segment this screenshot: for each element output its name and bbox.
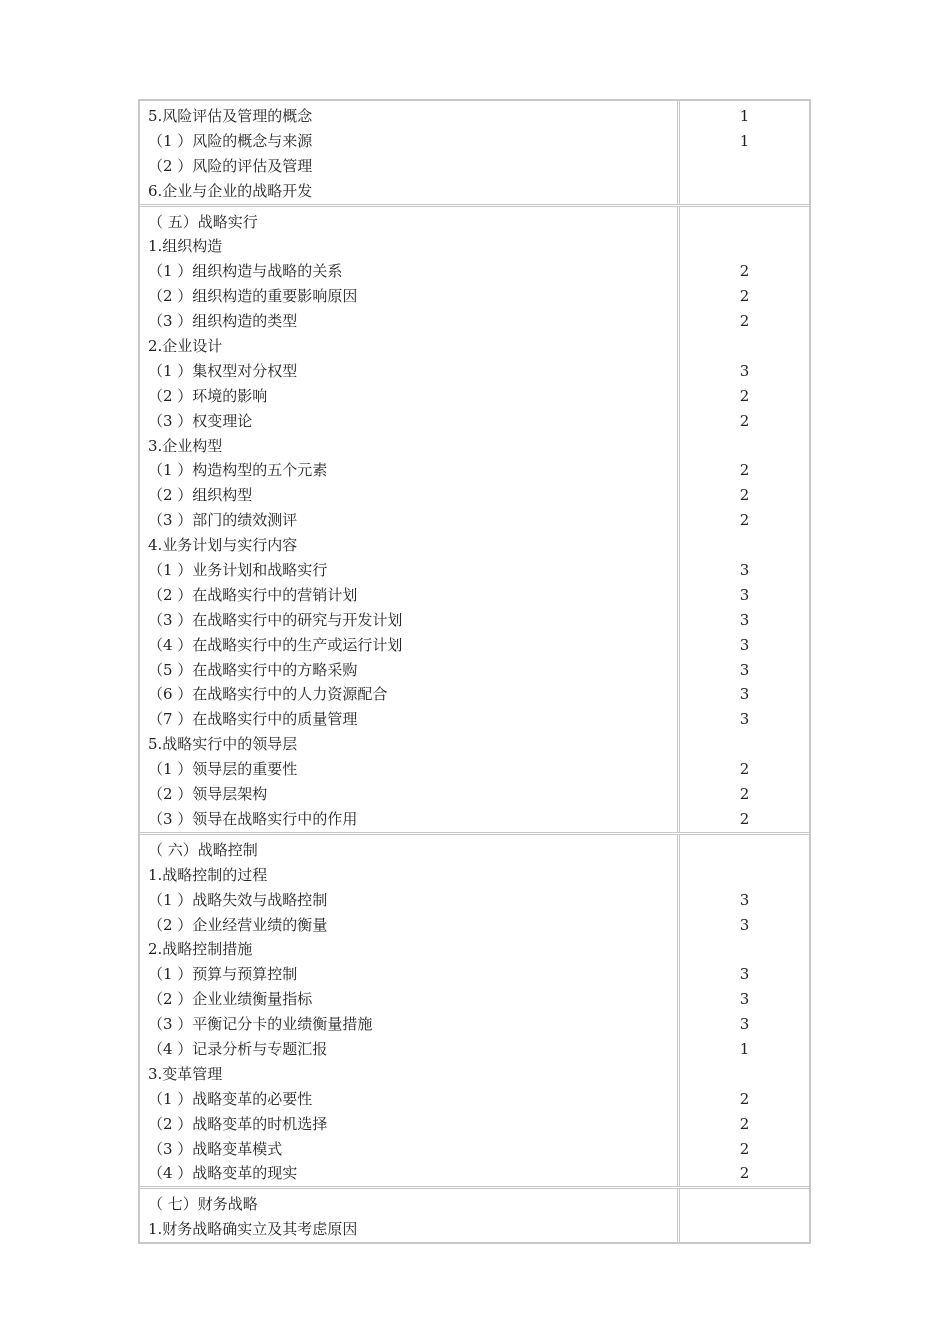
level-value: 3 <box>739 990 750 1009</box>
level-value: 2 <box>739 1139 750 1158</box>
level-value <box>680 434 809 459</box>
topic-text: （2 ）风险的评估及管理 <box>148 156 313 175</box>
level-value: 3 <box>739 710 750 729</box>
topic-text: （1 ）构造构型的五个元素 <box>148 461 328 480</box>
table-section <box>140 204 809 832</box>
topic-text: 1.财务战略确实立及其考虑原因 <box>148 1220 358 1239</box>
topic-text: （5 ）在战略实行中的方略采购 <box>148 660 358 679</box>
topic-text: 2.战略控制措施 <box>148 940 253 959</box>
level-value: 3 <box>739 561 750 580</box>
topic-text: 5.风险评估及管理的概念 <box>148 107 313 125</box>
topic-text: （1 ）组织构造与战略的关系 <box>148 262 343 281</box>
level-value: 1 <box>739 1039 750 1058</box>
level-value <box>680 1062 809 1087</box>
level-value <box>680 334 809 359</box>
topic-text: （3 ）组织构造的类型 <box>148 312 298 331</box>
level-value: 3 <box>739 685 750 704</box>
topic-text: （4 ）战略变革的现实 <box>148 1164 298 1183</box>
table-section <box>140 101 809 204</box>
topic-text: （ 七）财务战略 <box>148 1195 258 1214</box>
topic-text: （1 ）集权型对分权型 <box>148 361 298 380</box>
topic-text: （6 ）在战略实行中的人力资源配合 <box>148 685 388 704</box>
level-value: 2 <box>739 461 750 480</box>
topic-text: 3.企业构型 <box>148 436 223 455</box>
topic-text: （1 ）预算与预算控制 <box>148 965 298 984</box>
level-value: 3 <box>739 635 750 654</box>
level-value <box>680 732 809 757</box>
topic-text: （2 ）在战略实行中的营销计划 <box>148 585 358 604</box>
topic-text: （2 ）环境的影响 <box>148 386 268 405</box>
topic-text: 3.变革管理 <box>148 1064 223 1083</box>
topic-text: （3 ）在战略实行中的研究与开发计划 <box>148 610 403 629</box>
level-value <box>680 1192 809 1217</box>
topic-text: （1 ）战略失效与战略控制 <box>148 890 328 909</box>
topic-text: （2 ）领导层架构 <box>148 785 268 804</box>
level-column <box>680 101 809 204</box>
level-value <box>680 154 809 179</box>
level-value: 3 <box>739 361 750 380</box>
level-value <box>680 234 809 259</box>
topic-text: （2 ）战略变革的时机选择 <box>148 1114 328 1133</box>
level-value: 3 <box>739 660 750 679</box>
level-value: 3 <box>739 890 750 909</box>
topic-text: （1 ）战略变革的必要性 <box>148 1089 313 1108</box>
topic-column <box>140 1189 680 1242</box>
level-value: 2 <box>739 511 750 530</box>
level-column <box>680 835 809 1186</box>
topic-text: 4.业务计划与实行内容 <box>148 536 298 555</box>
level-value: 2 <box>739 287 750 306</box>
level-value: 2 <box>739 312 750 331</box>
level-value: 1 <box>739 131 750 150</box>
level-value: 3 <box>739 610 750 629</box>
level-value <box>680 533 809 558</box>
level-value: 2 <box>739 760 750 779</box>
table-section <box>140 1186 809 1242</box>
level-value: 2 <box>739 386 750 405</box>
table-section <box>140 832 809 1186</box>
topic-text: （3 ）部门的绩效测评 <box>148 511 298 530</box>
topic-text: （7 ）在战略实行中的质量管理 <box>148 710 358 729</box>
topic-text: （2 ）企业业绩衡量指标 <box>148 990 313 1009</box>
level-value: 2 <box>739 1089 750 1108</box>
topic-text: 2.企业设计 <box>148 337 223 356</box>
topic-text: 5.战略实行中的领导层 <box>148 735 298 754</box>
topic-text: （3 ）战略变革模式 <box>148 1139 283 1158</box>
topic-column <box>140 207 680 832</box>
topic-text: （4 ）记录分析与专题汇报 <box>148 1039 328 1058</box>
level-column <box>680 1189 809 1242</box>
topic-text: （1 ）风险的概念与来源 <box>148 131 313 150</box>
topic-text: （2 ）组织构造的重要影响原因 <box>148 287 358 306</box>
level-value <box>680 1217 809 1242</box>
level-value: 2 <box>739 486 750 505</box>
level-value: 2 <box>739 262 750 281</box>
level-value: 3 <box>739 585 750 604</box>
topic-text: 1.组织构造 <box>148 237 223 256</box>
level-value: 2 <box>739 809 750 828</box>
level-value: 2 <box>739 411 750 430</box>
level-value: 2 <box>739 1164 750 1183</box>
level-value: 3 <box>739 915 750 934</box>
topic-text: （3 ）平衡记分卡的业绩衡量措施 <box>148 1015 373 1034</box>
topic-text: （1 ）业务计划和战略实行 <box>148 561 328 580</box>
level-value <box>680 863 809 888</box>
level-value: 2 <box>739 1114 750 1133</box>
level-value: 3 <box>739 965 750 984</box>
syllabus-table <box>138 99 811 1244</box>
topic-text: （3 ）权变理论 <box>148 411 253 430</box>
level-value: 3 <box>739 1015 750 1034</box>
topic-text: （1 ）领导层的重要性 <box>148 760 298 779</box>
topic-text: （4 ）在战略实行中的生产或运行计划 <box>148 635 403 654</box>
topic-text: （2 ）组织构型 <box>148 486 253 505</box>
level-value <box>680 179 809 204</box>
topic-text: （2 ）企业经营业绩的衡量 <box>148 915 328 934</box>
level-value <box>680 210 809 235</box>
level-value <box>680 838 809 863</box>
level-value: 1 <box>739 107 750 125</box>
level-value <box>680 937 809 962</box>
topic-text: （ 六）战略控制 <box>148 840 258 859</box>
level-column <box>680 207 809 832</box>
topic-text: 1.战略控制的过程 <box>148 865 268 884</box>
topic-column <box>140 835 680 1186</box>
topic-text: 6.企业与企业的战略开发 <box>148 181 313 200</box>
level-value: 2 <box>739 785 750 804</box>
topic-text: （ 五）战略实行 <box>148 212 258 231</box>
topic-text: （3 ）领导在战略实行中的作用 <box>148 809 358 828</box>
topic-column <box>140 101 680 204</box>
